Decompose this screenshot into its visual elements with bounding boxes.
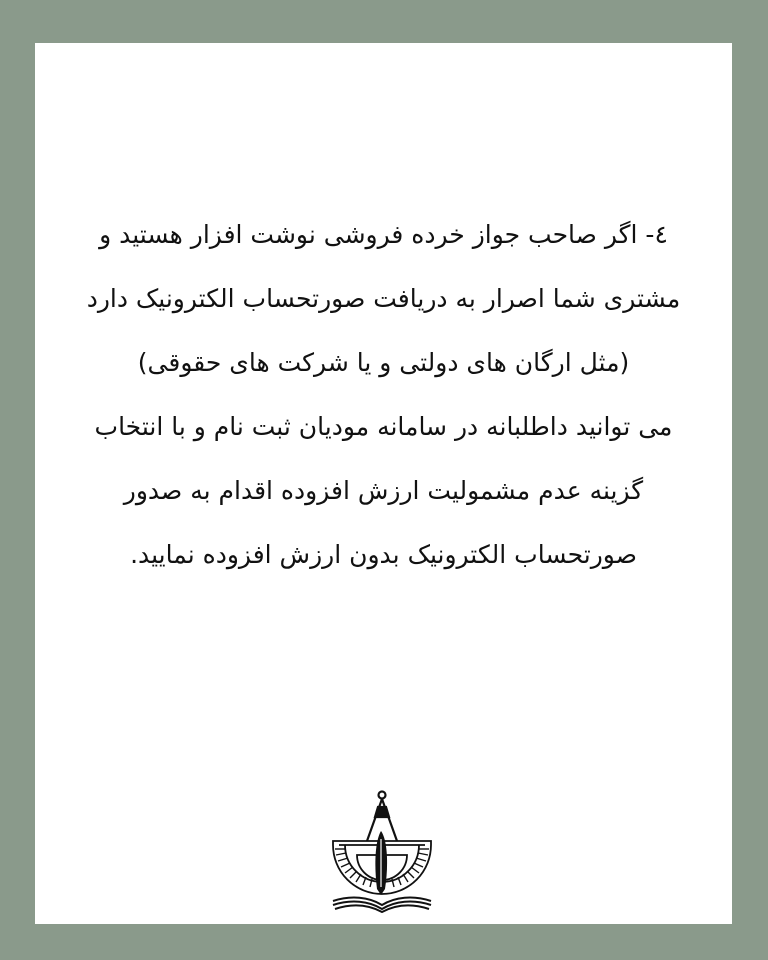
emblem-logo-icon	[331, 783, 433, 913]
text-line-5: گزینه عدم مشمولیت ارزش افزوده اقدام به صدور	[123, 476, 644, 505]
content-panel	[35, 43, 732, 924]
text-line-4: می توانید داطلبانه در سامانه مودیان ثبت نام و با انتخاب	[94, 412, 673, 441]
text-line-3: (مثل ارگان های دولتی و یا شرکت های حقوقی)	[137, 348, 630, 377]
text-line-2: مشتری شما اصرار به دریافت صورتحساب الکترونیک دارد	[86, 284, 681, 313]
notice-text	[55, 203, 712, 587]
text-line-6: صورتحساب الکترونیک بدون ارزش افزوده نمایید.	[130, 540, 637, 569]
text-line-1: ٤- اگر صاحب جواز خرده فروشی نوشت افزار هستید و	[99, 220, 668, 249]
